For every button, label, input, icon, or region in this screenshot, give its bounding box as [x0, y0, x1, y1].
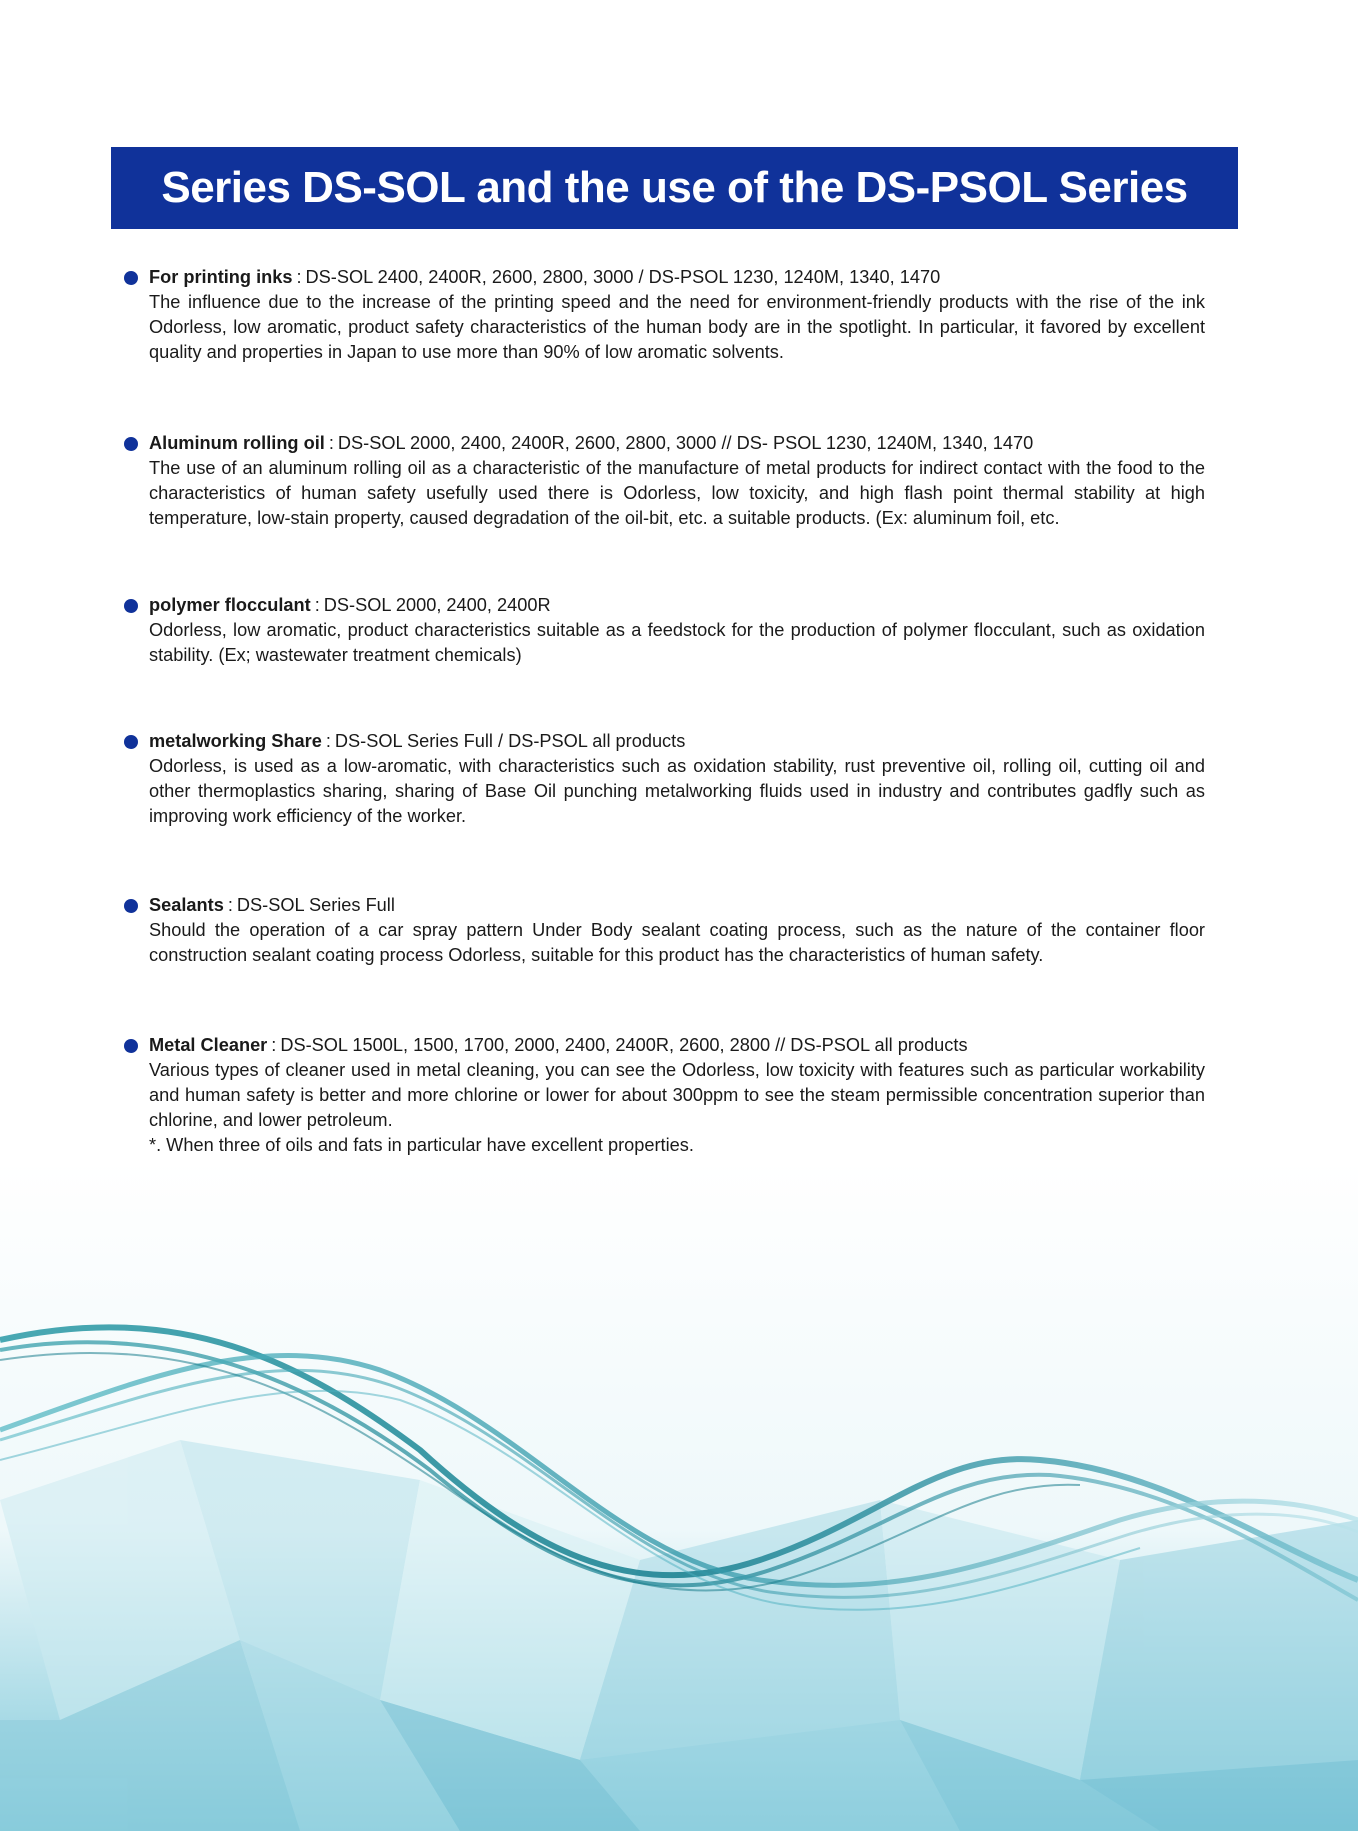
section-products: DS-SOL Series Full / DS-PSOL all products [334, 731, 686, 751]
section-separator: : [296, 267, 302, 287]
section-separator: : [325, 731, 331, 751]
section-term: Metal Cleaner [149, 1035, 268, 1055]
section-heading [149, 729, 1205, 754]
section-metal-cleaner [149, 1033, 1205, 1158]
section-term: metalworking Share [149, 731, 322, 751]
section-heading [149, 893, 1205, 918]
bullet-dot-icon [124, 735, 138, 749]
title-banner [111, 147, 1238, 229]
section-heading [149, 431, 1205, 456]
section-term: For printing inks [149, 267, 293, 287]
section-body: The influence due to the increase of the printing speed and the need for environment-friendly products with the rise of the ink Odorless, low aromatic, product safety characteristics of the human body are in the spotlight. In particular, it favored by excellent quality and properties in Japan to use more than 90% of low aromatic solvents. [149, 292, 1205, 362]
section-note: *. When three of oils and fats in particular have excellent properties. [149, 1135, 694, 1155]
section-body: Various types of cleaner used in metal cleaning, you can see the Odorless, low toxicity with features such as particular workability and human safety is better and more chlorine or lower for about 300ppm to see the steam permissible concentration superior than chlorine, and lower petroleum. [149, 1060, 1205, 1130]
section-aluminum-rolling-oil [149, 431, 1205, 531]
section-separator: : [271, 1035, 277, 1055]
section-metalworking-share [149, 729, 1205, 829]
section-heading [149, 265, 1205, 290]
bullet-dot-icon [124, 437, 138, 451]
bullet-dot-icon [124, 599, 138, 613]
bullet-dot-icon [124, 899, 138, 913]
section-separator: : [227, 895, 233, 915]
section-term: polymer flocculant [149, 595, 311, 615]
section-products: DS-SOL 2000, 2400, 2400R, 2600, 2800, 3000 // DS- PSOL 1230, 1240M, 1340, 1470 [337, 433, 1034, 453]
section-separator: : [314, 595, 320, 615]
section-sealants [149, 893, 1205, 968]
section-heading [149, 593, 1205, 618]
section-body: Should the operation of a car spray pattern Under Body sealant coating process, such as the nature of the container floor construction sealant coating process Odorless, suitable for this product has the characteristics of human safety. [149, 920, 1205, 965]
bullet-dot-icon [124, 1039, 138, 1053]
section-products: DS-SOL Series Full [236, 895, 395, 915]
section-heading [149, 1033, 1205, 1058]
section-body: Odorless, low aromatic, product characteristics suitable as a feedstock for the production of polymer flocculant, such as oxidation stability. (Ex; wastewater treatment chemicals) [149, 620, 1205, 665]
section-products: DS-SOL 1500L, 1500, 1700, 2000, 2400, 2400R, 2600, 2800 // DS-PSOL all products [280, 1035, 968, 1055]
section-polymer-flocculant [149, 593, 1205, 668]
section-products: DS-SOL 2000, 2400, 2400R [323, 595, 551, 615]
page-title: Series DS-SOL and the use of the DS-PSOL Series [161, 163, 1188, 212]
section-term: Sealants [149, 895, 224, 915]
section-body: The use of an aluminum rolling oil as a characteristic of the manufacture of metal products for indirect contact with the food to the characteristics of human safety usefully used there is Odorless, low toxicity, and high flash point thermal stability at high temperature, low-stain property, caused degradation of the oil-bit, etc. a suitable products. (Ex: aluminum foil, etc. [149, 458, 1205, 528]
bullet-dot-icon [124, 271, 138, 285]
section-products: DS-SOL 2400, 2400R, 2600, 2800, 3000 / DS-PSOL 1230, 1240M, 1340, 1470 [305, 267, 941, 287]
section-printing-inks [149, 265, 1205, 365]
section-separator: : [328, 433, 334, 453]
section-term: Aluminum rolling oil [149, 433, 325, 453]
section-body: Odorless, is used as a low-aromatic, with characteristics such as oxidation stability, rust preventive oil, rolling oil, cutting oil and other thermoplastics sharing, sharing of Base Oil punching metalworking fluids used in industry and contributes gadfly such as improving work efficiency of the worker. [149, 756, 1205, 826]
